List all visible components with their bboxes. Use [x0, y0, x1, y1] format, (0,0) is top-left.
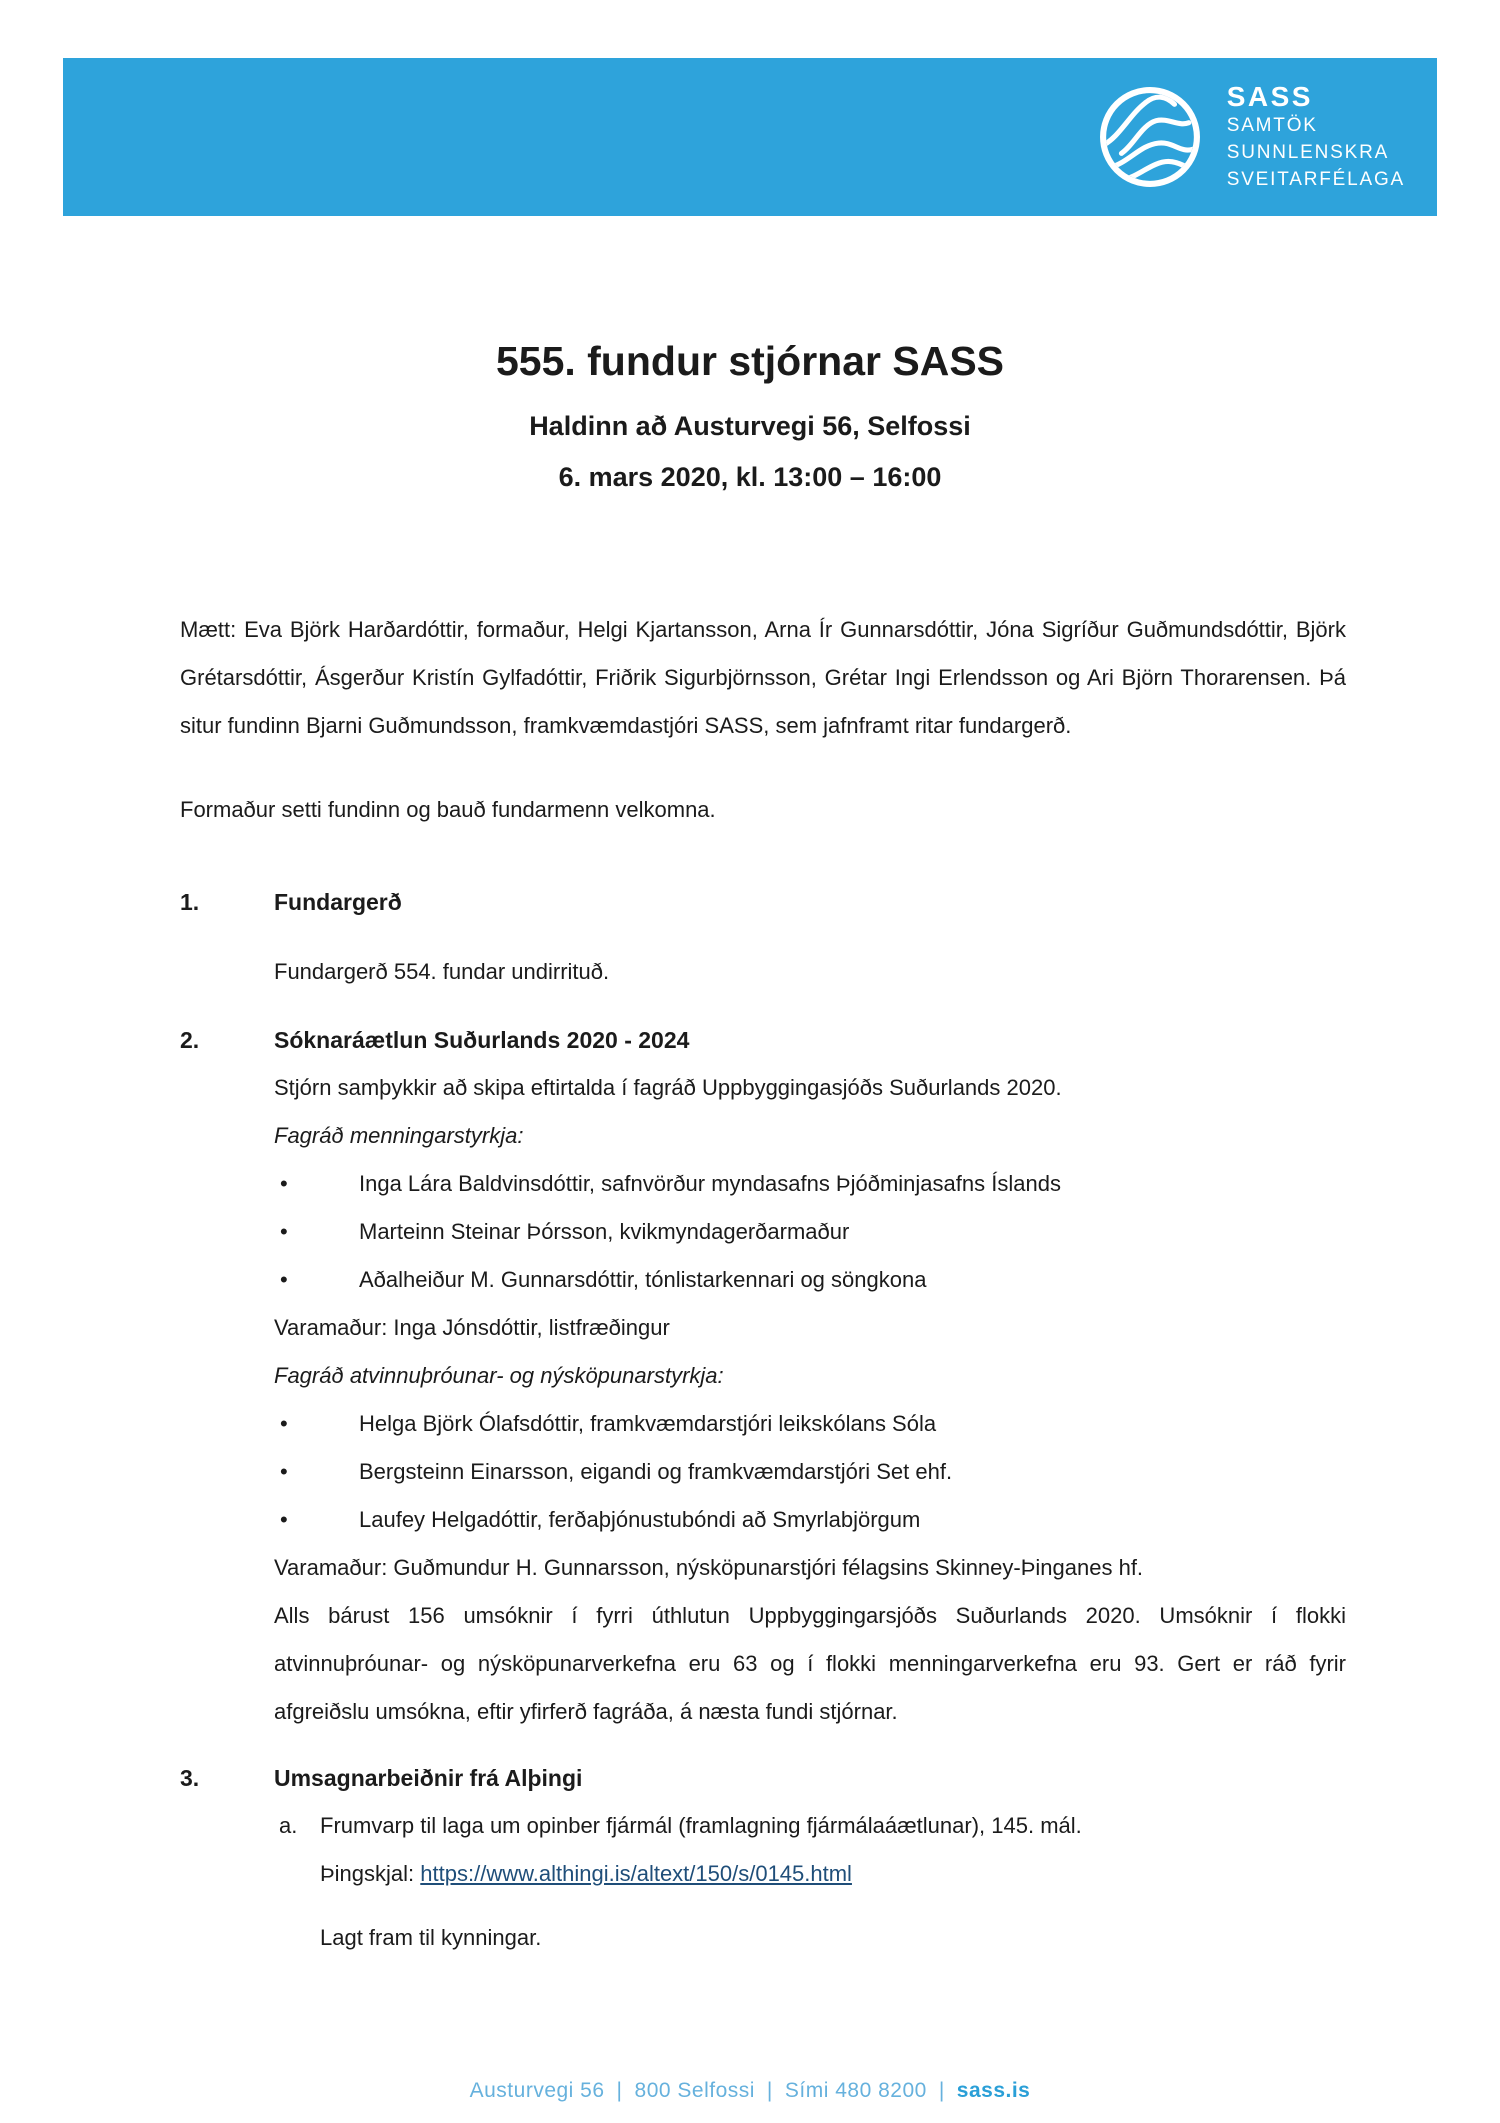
attachment-line	[320, 1850, 1346, 1898]
section-heading: Umsagnarbeiðnir frá Alþingi	[274, 1765, 583, 1791]
resolution-note: Lagt fram til kynningar.	[320, 1925, 542, 1950]
footer-phone: Sími 480 8200	[784, 2079, 927, 2102]
section-heading: Fundargerð	[274, 889, 402, 915]
list-item	[274, 1160, 1346, 1208]
section-number: 3.	[180, 1765, 200, 1791]
section-body	[274, 1802, 1346, 1962]
title-block	[0, 338, 1500, 512]
section-intro-text: Stjórn samþykkir að skipa eftirtalda í fagráð Uppbyggingasjóðs Suðurlands 2020.	[274, 1075, 1062, 1100]
bullet-icon: •	[280, 1267, 288, 1292]
document-body	[180, 606, 1346, 1962]
substitute-line-atvinna: Varamaður: Guðmundur H. Gunnarsson, nýsköpunarstjóri félagsins Skinney-Þinganes hf.	[274, 1555, 1144, 1580]
meeting-location: Haldinn að Austurvegi 56, Selfossi	[529, 411, 971, 441]
logo-text-block	[1227, 81, 1405, 193]
section-heading-row	[180, 1754, 1346, 1802]
footer-separator: |	[766, 2079, 773, 2102]
member-name: Inga Lára Baldvinsdóttir, safnvörður myndasafns Þjóðminjasafns Íslands	[359, 1171, 1061, 1196]
logo-brand-text: SASS	[1226, 81, 1313, 112]
opening-paragraph: Formaður setti fundinn og bauð fundarmenn velkomna.	[180, 797, 716, 822]
page-footer	[0, 2079, 1500, 2103]
member-list-atvinna	[274, 1400, 1346, 1544]
logo-line-1: SAMTÖK	[1226, 115, 1318, 136]
substitute-line-menning: Varamaður: Inga Jónsdóttir, listfræðingur	[274, 1315, 670, 1340]
attachment-link[interactable]: https://www.althingi.is/altext/150/s/0145.html	[420, 1861, 852, 1886]
section-fundargerd	[180, 878, 1346, 996]
list-item	[274, 1256, 1346, 1304]
list-item	[274, 1448, 1346, 1496]
footer-city: 800 Selfossi	[634, 2079, 755, 2102]
sass-logo	[1099, 81, 1405, 193]
meeting-title: 555. fundur stjórnar SASS	[495, 338, 1005, 384]
bullet-icon: •	[280, 1171, 288, 1196]
footer-site[interactable]: sass.is	[956, 2079, 1031, 2102]
agenda-item-text: Frumvarp til laga um opinber fjármál (framlagning fjármálaáætlunar), 145. mál.	[320, 1813, 1082, 1838]
bullet-icon: •	[280, 1411, 288, 1436]
brand-header-bar	[63, 58, 1437, 216]
bullet-icon: •	[280, 1219, 288, 1244]
meeting-datetime: 6. mars 2020, kl. 13:00 – 16:00	[558, 462, 942, 492]
member-name: Marteinn Steinar Þórsson, kvikmyndagerðarmaður	[359, 1219, 850, 1244]
footer-address: Austurvegi 56	[469, 2079, 605, 2102]
footer-separator: |	[938, 2079, 945, 2102]
section-number: 1.	[180, 889, 200, 915]
sass-logo-icon	[1099, 86, 1201, 188]
logo-line-3: SVEITARFÉLAGA	[1226, 169, 1405, 190]
bullet-icon: •	[280, 1459, 288, 1484]
agenda-item-label: a.	[279, 1813, 298, 1838]
section-heading-row	[180, 878, 1346, 926]
member-name: Helga Björk Ólafsdóttir, framkvæmdarstjóri leikskólans Sóla	[359, 1411, 937, 1436]
member-name: Laufey Helgadóttir, ferðaþjónustubóndi að Smyrlabjörgum	[359, 1507, 921, 1532]
section-number: 2.	[180, 1027, 200, 1053]
section-body	[274, 1064, 1346, 1736]
attendees-paragraph: Mætt: Eva Björk Harðardóttir, formaður, Helgi Kjartansson, Arna Ír Gunnarsdóttir, Jóna Sigríður Guðmundsdóttir, Björk Grétarsdóttir, Ásgerður Kristín Gylfadóttir, Friðrik Sigurbjörnsson, Grétar Ingi Erlendsson og Ari Björn Thorarensen. Þá situr fundinn Bjarni Guðmundsson, framkvæmdastjóri SASS, sem jafnframt ritar fundargerð.	[180, 617, 1346, 738]
bullet-icon: •	[280, 1507, 288, 1532]
list-item	[274, 1496, 1346, 1544]
member-name: Aðalheiður M. Gunnarsdóttir, tónlistarkennari og söngkona	[359, 1267, 927, 1292]
member-list-menning	[274, 1160, 1346, 1304]
section-heading-row	[180, 1016, 1346, 1064]
list-item	[274, 1208, 1346, 1256]
list-item	[274, 1400, 1346, 1448]
summary-paragraph: Alls bárust 156 umsóknir í fyrri úthlutun Uppbyggingarsjóðs Suðurlands 2020. Umsóknir í flokki atvinnuþróunar- og nýsköpunarverkefna eru 63 og í flokki menningarverkefna eru 93. Gert er ráð fyrir afgreiðslu umsókna, eftir yfirferð fagráða, á næsta fundi stjórnar.	[274, 1603, 1346, 1724]
section-body-text: Fundargerð 554. fundar undirrituð.	[274, 959, 610, 984]
logo-line-2: SUNNLENSKRA	[1226, 142, 1390, 163]
section-umsagnarbeidnir	[180, 1754, 1346, 1962]
agenda-item-a	[274, 1802, 1346, 1850]
section-soknaraaetlun	[180, 1016, 1346, 1736]
member-name: Bergsteinn Einarsson, eigandi og framkvæmdarstjóri Set ehf.	[359, 1459, 953, 1484]
panel-title-menning: Fagráð menningarstyrkja:	[274, 1123, 524, 1148]
panel-title-atvinna: Fagráð atvinnuþróunar- og nýsköpunarstyrkja:	[274, 1363, 724, 1388]
footer-separator: |	[616, 2079, 623, 2102]
attachment-label: Þingskjal:	[320, 1861, 421, 1886]
section-heading: Sóknaráætlun Suðurlands 2020 - 2024	[274, 1027, 690, 1053]
section-body	[274, 948, 1346, 996]
